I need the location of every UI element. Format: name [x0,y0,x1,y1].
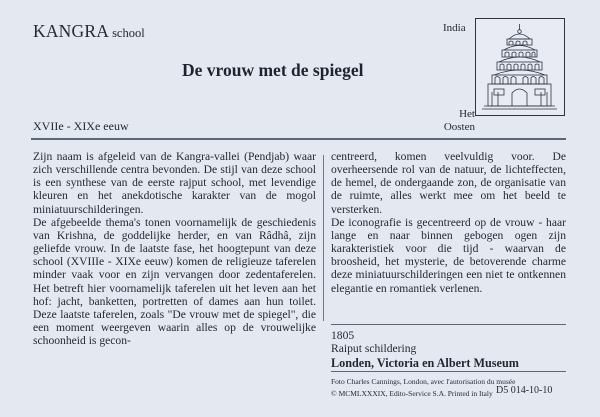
period-label: XVIIe - XIXe eeuw [33,119,129,133]
caption-description: Raiput schildering [331,342,417,355]
text-column-right [331,150,566,295]
caption-museum: Londen, Victoria en Albert Museum [331,356,519,370]
temple-icon [476,19,563,114]
copyright-line: © MCMLXXXIX, Edito-Service S.A. Printed in Italy [331,389,493,398]
school-main: KANGRA [33,21,110,41]
temple-icon-frame [475,18,565,116]
column-divider [323,155,324,321]
credit-divider [331,371,566,372]
region-india-label: India [443,22,466,34]
card-title: De vrouw met de spiegel [182,60,364,80]
text-column-left [33,150,316,347]
card-code: D5 014-10-10 [496,385,553,396]
paragraph: centreerd, komen veelvuldig voor. De overheersende rol van de natuur, de lichteffecten, de hemel, de ondergaande zon, de organisatie van de ruimte, alles werkt mee om het beeld te versterken. [331,150,566,216]
school-suffix: school [112,26,145,40]
paragraph: De afgebeelde thema's tonen voornamelijk de geschiedenis van Krishna, de goddelijke herder, en van Râdhâ, zijn geliefde vrouw. In de laatste fase, het hoogtepunt van deze school (XVIIIe - XIXe eeuw) komen de religieuze taferelen minder vaak voor en zijn vervangen door zedentaferelen. Het betreft hier voornamelijk taferelen uit het leven aan het hof: jacht, banketten, portretten of dames aan hun toilet. Deze laatste taferelen, zoals "De vrouw met de spiegel", die een moment weergeven waarin alles op de vrouwelijke schoonheid is gecon- [33,215,316,348]
region-orient-label: Het Oosten [443,108,475,133]
school-name [33,21,145,42]
photo-credit: Foto Charles Cannings, London, avec l'autorisation du musée [331,377,516,386]
paragraph: De iconografie is gecentreerd op de vrouw - haar lange en naar binnen gebogen ogen zijn karakteristiek voor die tijd - waarvan de broosheid, het mysterie, de betoverende charme deze miniatuurschilderingen een niet te ontkennen elegantie en romantiek verlenen. [331,215,566,295]
caption-year: 1805 [331,329,355,342]
caption-divider [331,324,566,325]
paragraph: Zijn naam is afgeleid van de Kangra-vallei (Pendjab) waar zich verschillende centra bevonden. De stijl van deze school is een synthese van de eerste rajput school, met levendige kleuren en het anekdotische karakter van de mogol miniatuurschilderingen. [33,150,316,216]
header-divider [31,138,566,140]
